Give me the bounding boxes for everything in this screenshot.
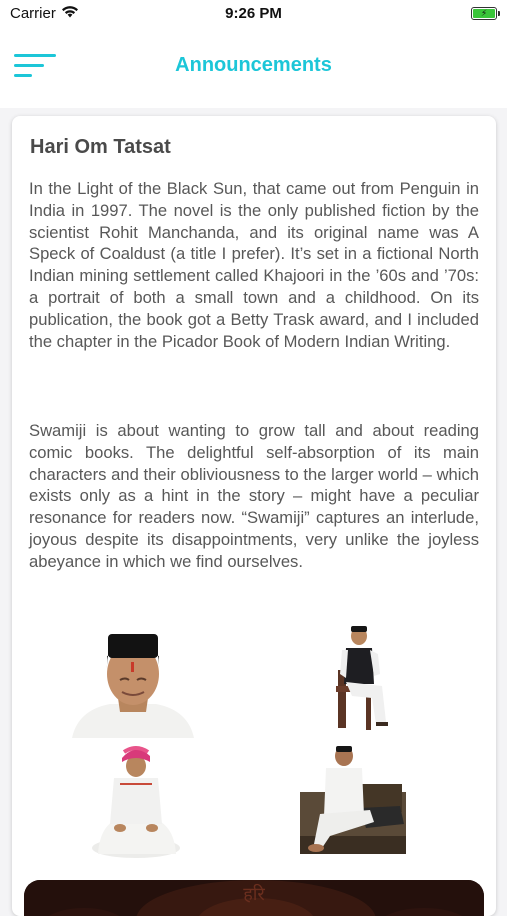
banner-devanagari-text: हरि <box>243 884 265 905</box>
status-time: 9:26 PM <box>225 5 282 22</box>
battery-charging-icon <box>471 7 497 20</box>
announcement-card[interactable] <box>12 116 496 916</box>
event-banner[interactable] <box>24 880 484 916</box>
announcement-title: Hari Om Tatsat <box>30 136 171 158</box>
photo-seated-pink-turban <box>90 744 182 858</box>
announcement-paragraph-1: In the Light of the Black Sun, that came out from Penguin in India in 1997. The novel is the only published fiction by the scientist Rohit Manchanda, and its original name was A Speck of Coaldust (a title I prefer). It’s set in a fictional North Indian mining settlement called Khajoori in the ’60s and ’70s: a portrait of both a small town and a childhood. On its publication, the book got a Betty Trask award, and I included the chapter in the Picador Book of Modern Indian Writing. <box>29 179 479 351</box>
announcement-paragraph-2: Swamiji is about wanting to grow tall and about reading comic books. The delightful self-absorption of its main characters and their obliviousness to the larger world – which exists only as a hint in the story – might have a peculiar resonance for readers now. “Swamiji” captures an interlude, joyous despite its disappointments, very unlike the joyless abeyance in which we find ourselves. <box>29 421 479 571</box>
photo-portrait-black-cap <box>70 626 196 738</box>
photo-seated-on-sofa <box>300 744 406 858</box>
menu-line-3 <box>14 74 32 77</box>
carrier-label: Carrier <box>10 5 56 22</box>
navigation-bar <box>0 28 507 108</box>
page-title: Announcements <box>175 54 332 76</box>
battery-nub <box>498 11 500 16</box>
status-bar <box>0 0 507 28</box>
menu-line-2 <box>14 64 44 67</box>
hamburger-menu-icon[interactable] <box>14 52 58 82</box>
photo-seated-man-vest <box>332 624 394 736</box>
battery-fill: ⚡ <box>473 9 495 18</box>
menu-line-1 <box>14 54 56 57</box>
